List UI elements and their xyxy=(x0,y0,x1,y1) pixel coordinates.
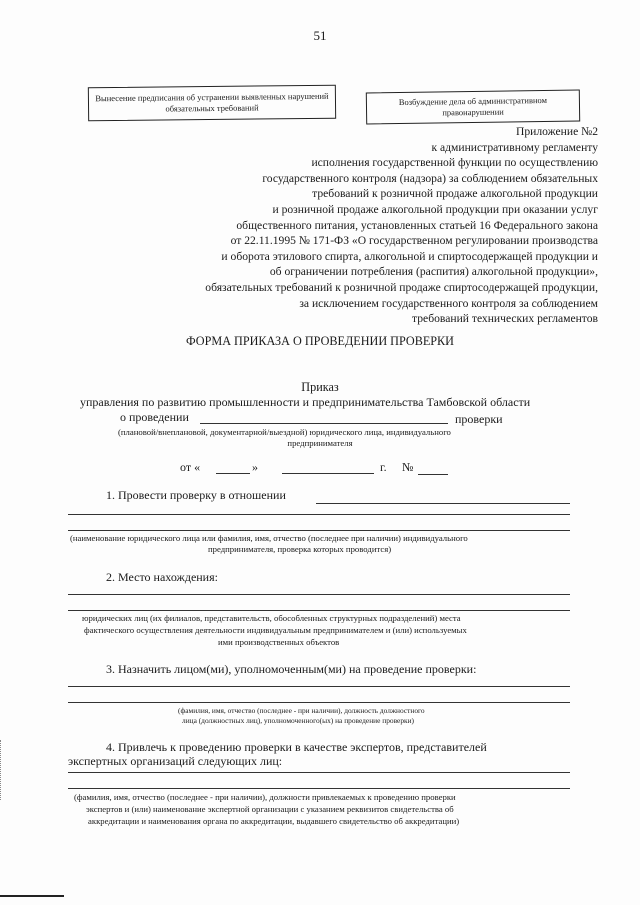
item-3-note: лица (должностных лиц), уполномоченного(ых) на проведение проверки) xyxy=(182,716,415,725)
item-2-note: фактического осуществления деятельности индивидуальным предпринимателем и (или) используемых xyxy=(84,625,467,635)
item-1-blank xyxy=(316,503,570,504)
item-4-note: аккредитации и наименования органа по аккредитации, выдавшего свидетельство об аккредитации) xyxy=(88,816,460,826)
appendix-line: и оборота этилового спирта, алкогольной и спиртосодержащей продукции и xyxy=(221,249,598,263)
appendix-line: к административному регламенту xyxy=(431,140,598,154)
appendix-line: требований технических регламентов xyxy=(412,312,598,326)
item-4-text: экспертных организаций следующих лиц: xyxy=(68,754,283,768)
item-4-note: (фамилия, имя, отчество (последнее - при наличии), должности привлекаемых к проведению проверки xyxy=(74,792,456,802)
item-1-text: 1. Провести проверку в отношении xyxy=(106,488,286,502)
appendix-line: за исключением государственного контроля за соблюдением xyxy=(299,296,598,310)
appendix-line: обязательных требований к розничной продаже спиртосодержащей продукции, xyxy=(205,280,598,294)
order-title: Приказ xyxy=(301,380,339,394)
order-organization: управления по развитию промышленности и предпринимательства Тамбовской области xyxy=(80,395,531,409)
page-number: 51 xyxy=(313,28,327,43)
appendix-line: общественного питания, установленных статьей 16 Федерального закона xyxy=(236,218,598,232)
item-1-note: (наименование юридического лица или фамилия, имя, отчество (последнее при наличии) индивидуального xyxy=(70,533,468,543)
form-title: ФОРМА ПРИКАЗА О ПРОВЕДЕНИИ ПРОВЕРКИ xyxy=(186,334,454,348)
date-day-blank xyxy=(216,473,250,474)
item-3-blank xyxy=(68,686,570,687)
item-2-text: 2. Место нахождения: xyxy=(106,570,218,584)
order-check-label: проверки xyxy=(455,412,503,426)
footnote-separator xyxy=(0,895,64,897)
item-2-note: ими производственных объектов xyxy=(218,637,340,647)
item-1-blank xyxy=(68,514,570,515)
item-1-blank xyxy=(68,530,570,531)
order-number-label: № xyxy=(402,460,414,474)
decision-box-prescription-text: Вынесение предписания об устранении выявленных нарушений обязательных требований xyxy=(95,90,329,114)
appendix-line: исполнения государственной функции по осуществлению xyxy=(311,156,598,170)
item-3-note: (фамилия, имя, отчество (последнее - при наличии), должность должностного xyxy=(178,706,425,715)
scan-edge-mark xyxy=(0,740,7,800)
decision-box-case-text: Возбуждение дела об административном правонарушении xyxy=(398,94,548,118)
order-note: (плановой/внеплановой, документарной/выездной) юридического лица, индивидуального xyxy=(118,427,451,437)
appendix-line: об ограничении потребления (распития) алкогольной продукции», xyxy=(269,265,598,279)
item-3-text: 3. Назначить лицом(ми), уполномоченным(ми) на проведение проверки: xyxy=(106,662,477,676)
order-number-blank xyxy=(418,474,448,475)
item-2-blank xyxy=(68,610,570,611)
appendix-line: и розничной продаже алкогольной продукции при оказании услуг xyxy=(272,202,598,216)
date-quote-close: » xyxy=(252,460,258,474)
appendix-line: Приложение №2 xyxy=(516,125,598,138)
appendix-header xyxy=(128,124,598,327)
item-4-blank xyxy=(68,772,570,773)
appendix-line: государственного контроля (надзора) за соблюдением обязательных xyxy=(262,171,598,185)
check-type-blank xyxy=(200,423,448,424)
appendix-line: требований к розничной продаже алкогольной продукции xyxy=(312,187,598,201)
decision-box-prescription xyxy=(88,85,336,122)
date-month-blank xyxy=(282,473,374,474)
item-2-blank xyxy=(68,594,570,595)
decision-box-case xyxy=(366,90,580,125)
appendix-line: от 22.11.1995 № 171-ФЗ «О государственном регулировании производства xyxy=(230,234,598,248)
item-3-blank xyxy=(68,702,570,703)
item-4-note: экспертов и (или) наименование экспертной организации с указанием реквизитов свидетельства об xyxy=(86,804,454,814)
order-note: предпринимателя xyxy=(287,438,353,448)
item-4-blank xyxy=(68,788,570,789)
item-4-text: 4. Привлечь к проведению проверки в качестве экспертов, представителей xyxy=(106,740,487,754)
order-about-label: о проведении xyxy=(120,410,189,424)
date-from-label: от « xyxy=(180,460,201,474)
item-1-note: предпринимателя, проверка которых проводится) xyxy=(208,544,392,554)
item-2-note: юридических лиц (их филиалов, представительств, обособленных структурных подразделений) места xyxy=(82,613,461,623)
date-year-label: г. xyxy=(380,460,387,474)
